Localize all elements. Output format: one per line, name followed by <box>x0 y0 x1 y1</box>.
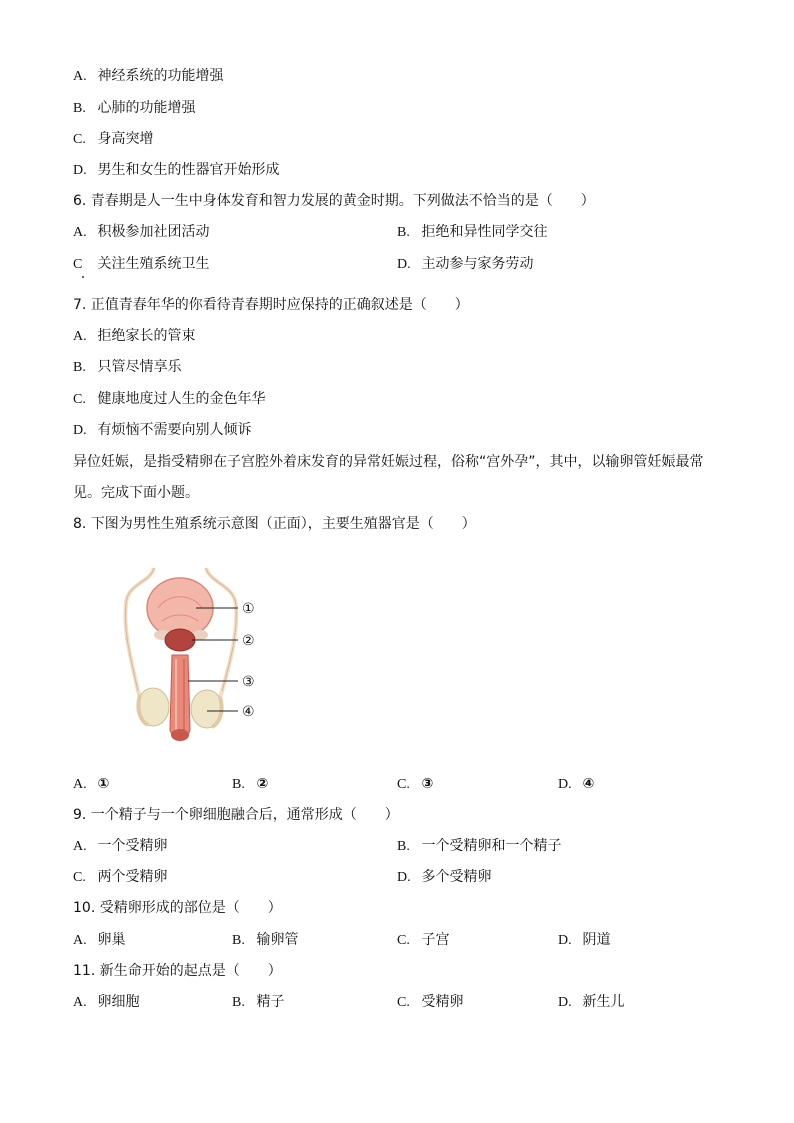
option-text: 一个受精卵和一个精子 <box>421 838 562 854</box>
option-letter: C. <box>73 132 86 147</box>
label-1: ① <box>242 601 255 617</box>
option-text: 心肺的功能增强 <box>97 100 196 116</box>
option-text: 输卵管 <box>256 932 299 948</box>
q5-option-b[interactable] <box>73 98 195 119</box>
option-text: 只管尽情享乐 <box>97 359 182 375</box>
q11-option-d[interactable] <box>558 992 624 1013</box>
option-letter: D. <box>397 257 411 272</box>
option-letter: A. <box>73 329 87 344</box>
q11-option-c[interactable] <box>397 992 463 1013</box>
q10-option-c[interactable] <box>397 930 449 951</box>
q8-stem: 8. 下图为男性生殖系统示意图（正面），主要生殖器官是（ ） <box>73 516 476 532</box>
q8-option-b[interactable] <box>232 774 268 795</box>
q10-option-b[interactable] <box>232 930 298 951</box>
option-letter: C. <box>73 870 86 885</box>
option-text: 一个受精卵 <box>97 838 168 854</box>
option-text: 两个受精卵 <box>97 869 168 885</box>
option-letter: B. <box>73 360 86 375</box>
option-letter: B. <box>232 933 245 948</box>
option-letter: D. <box>73 423 87 438</box>
q7-option-c[interactable] <box>73 389 265 410</box>
q7-option-a[interactable] <box>73 326 195 347</box>
option-text: 多个受精卵 <box>421 869 492 885</box>
q8-option-d[interactable] <box>558 774 594 795</box>
option-text: ② <box>256 776 269 792</box>
q8-option-a[interactable] <box>73 774 109 795</box>
q11-option-a[interactable] <box>73 992 139 1013</box>
option-text: 卵细胞 <box>97 994 140 1010</box>
option-letter: A. <box>73 995 87 1010</box>
option-letter: C. <box>73 392 86 407</box>
label-2: ② <box>242 633 255 649</box>
label-3: ③ <box>242 674 255 690</box>
option-text: 身高突增 <box>97 131 154 147</box>
option-letter: B. <box>397 225 410 240</box>
q7-option-d[interactable] <box>73 420 251 441</box>
option-letter: A. <box>73 777 87 792</box>
option-text: 子宫 <box>421 932 450 948</box>
option-text: ③ <box>421 776 434 792</box>
option-letter: B. <box>232 995 245 1010</box>
option-text: 健康地度过人生的金色年华 <box>97 391 266 407</box>
option-letter: D. <box>558 933 572 948</box>
left-vas-deferens <box>125 568 154 699</box>
option-letter: B. <box>397 839 410 854</box>
q5-option-d[interactable] <box>73 160 279 181</box>
q9-option-a[interactable] <box>73 836 167 857</box>
option-text: 新生儿 <box>582 994 625 1010</box>
option-text: 受精卵 <box>421 994 464 1010</box>
option-text: 神经系统的功能增强 <box>97 68 224 84</box>
q11-option-b[interactable] <box>232 992 284 1013</box>
option-text: 卵巢 <box>97 932 126 948</box>
option-letter: C. <box>397 995 410 1010</box>
option-letter: C <box>73 257 83 272</box>
q6-option-d[interactable] <box>397 254 533 275</box>
option-letter: B. <box>73 101 86 116</box>
option-text: 阴道 <box>582 932 611 948</box>
q5-option-a[interactable] <box>73 66 223 87</box>
option-letter: C. <box>397 933 410 948</box>
option-text: 主动参与家务劳动 <box>421 256 534 272</box>
option-text: 关注生殖系统卫生 <box>97 256 210 272</box>
option-text: 有烦恼不需要向别人倾诉 <box>97 422 252 438</box>
option-text: 精子 <box>256 994 285 1010</box>
penis <box>170 655 190 737</box>
q11-stem: 11. 新生命开始的起点是（ ） <box>73 963 282 979</box>
prostate <box>165 629 195 651</box>
q6-stem: 6. 青春期是人一生中身体发育和智力发展的黄金时期。下列做法不恰当的是（ ） <box>73 193 595 209</box>
right-vas-deferens <box>206 568 236 699</box>
q7-option-b[interactable] <box>73 357 181 378</box>
q9-option-b[interactable] <box>397 836 561 857</box>
glans <box>171 729 189 741</box>
option-letter: B. <box>232 777 245 792</box>
option-letter: A. <box>73 933 87 948</box>
option-letter: D. <box>558 777 572 792</box>
q6-option-b[interactable] <box>397 222 547 243</box>
q7-stem: 7. 正值青春年华的你看待青春期时应保持的正确叙述是（ ） <box>73 297 469 313</box>
q10-option-a[interactable] <box>73 930 125 951</box>
option-text: 男生和女生的性器官开始形成 <box>97 162 280 178</box>
q5-option-c[interactable] <box>73 129 153 150</box>
left-vas-outline <box>125 568 154 691</box>
q6-option-a[interactable] <box>73 222 209 243</box>
option-letter: D. <box>73 163 87 178</box>
reading-passage: 异位妊娠，是指受精卵在子宫腔外着床发育的异常妊娠过程，俗称“宫外孕”，其中，以输卵管妊娠最常见。完成下面小题。 <box>73 454 704 501</box>
option-letter: A. <box>73 839 87 854</box>
q9-stem: 9. 一个精子与一个卵细胞融合后，通常形成（ ） <box>73 807 399 823</box>
option-letter: C. <box>397 777 410 792</box>
q10-stem: 10. 受精卵形成的部位是（ ） <box>73 900 282 916</box>
option-text: ④ <box>582 776 595 792</box>
q9-option-d[interactable] <box>397 867 491 888</box>
option-text: 积极参加社团活动 <box>97 224 210 240</box>
option-letter: A. <box>73 69 87 84</box>
stray-dot <box>82 276 84 278</box>
q8-option-c[interactable] <box>397 774 433 795</box>
q9-option-c[interactable] <box>73 867 167 888</box>
q6-option-c[interactable] <box>73 254 209 275</box>
male-reproductive-system-diagram <box>118 563 278 753</box>
option-text: ① <box>97 776 110 792</box>
q10-option-d[interactable] <box>558 930 610 951</box>
label-4: ④ <box>242 704 255 720</box>
option-letter: A. <box>73 225 87 240</box>
option-letter: D. <box>397 870 411 885</box>
option-text: 拒绝和异性同学交往 <box>421 224 548 240</box>
option-text: 拒绝家长的管束 <box>97 328 196 344</box>
option-letter: D. <box>558 995 572 1010</box>
